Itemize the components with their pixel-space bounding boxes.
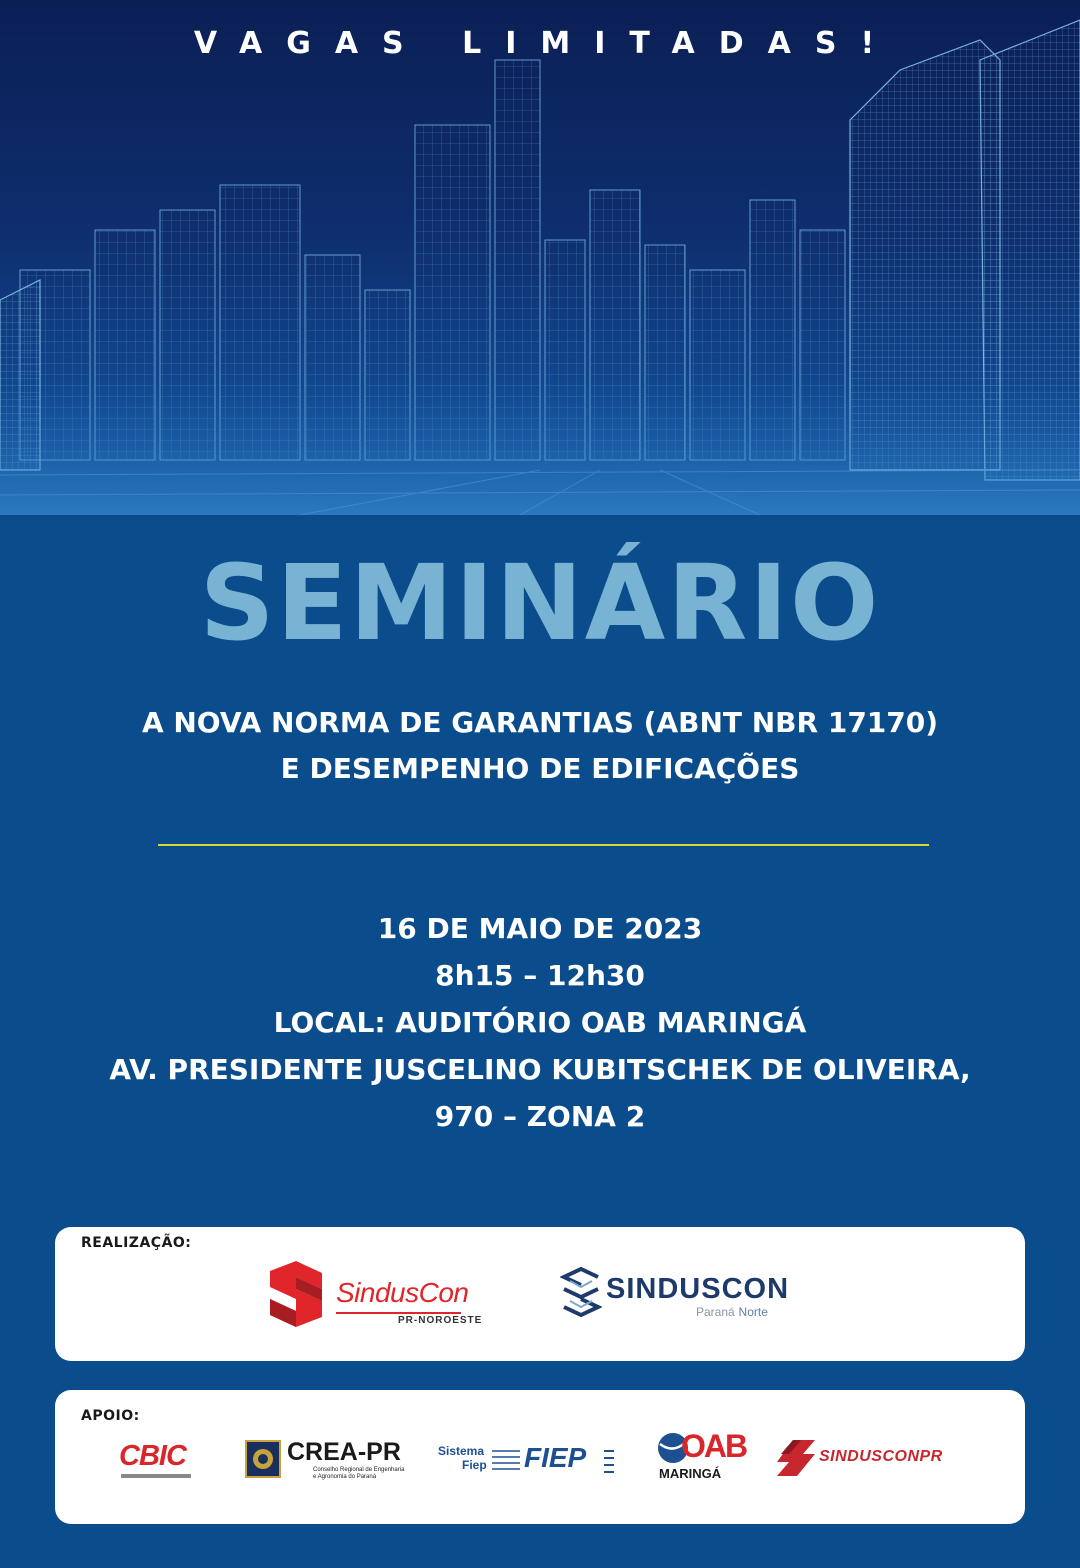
sinduscon-noroeste-name: SindusCon (336, 1277, 469, 1308)
fiep-pre-1: Sistema (438, 1444, 485, 1458)
hero-banner (0, 0, 1080, 515)
event-time: 8h15 – 12h30 (435, 959, 645, 992)
oab-maringa-logo (655, 1428, 747, 1482)
city-skyline-illustration (0, 0, 1080, 515)
sinduscon-norte-name: SINDUSCON (606, 1273, 790, 1305)
cbic-logo (119, 1440, 199, 1480)
fiep-name: FIEP (524, 1442, 587, 1473)
sinduscon-norte-sub-1: Paraná (696, 1305, 735, 1319)
fiep-pre-2: Fiep (462, 1458, 487, 1472)
oab-city: MARINGÁ (659, 1466, 722, 1481)
cbic-underline (121, 1474, 191, 1478)
event-address-line-2: 970 – ZONA 2 (434, 1100, 646, 1133)
organizers-panel (55, 1227, 1025, 1361)
crea-pr-sub-1: Conselho Regional de Engenharia (313, 1467, 405, 1473)
sinduscon-noroeste-underline (336, 1312, 461, 1314)
sinduscon-norte-icon (560, 1267, 602, 1317)
subtitle-line-1: A NOVA NORMA DE GARANTIAS (ABNT NBR 17170) (141, 706, 939, 739)
seminar-title: SEMINÁRIO (199, 542, 881, 664)
sinduscon-pr-icon (777, 1440, 815, 1476)
event-details (0, 905, 1080, 1140)
sinduscon-norte-logo (560, 1267, 800, 1322)
sinduscon-norte-sub (696, 1305, 768, 1319)
sinduscon-noroeste-sub: PR-NOROESTE (398, 1315, 483, 1326)
divider-line (158, 844, 929, 846)
seminar-subtitle (0, 700, 1080, 792)
sinduscon-s-cube-icon (268, 1259, 324, 1329)
fiep-logo (438, 1444, 618, 1478)
organizers-label: REALIZAÇÃO: (81, 1235, 192, 1251)
sinduscon-norte-sub-2: Norte (738, 1305, 768, 1319)
sinduscon-noroeste-logo (268, 1259, 483, 1329)
limited-spots-tagline: VAGAS LIMITADAS! (193, 26, 899, 61)
crea-seal-icon (245, 1440, 281, 1478)
supporters-label: APOIO: (81, 1408, 140, 1424)
crea-pr-sub-2: e Agronomia do Paraná (313, 1474, 377, 1480)
event-address-line-1: AV. PRESIDENTE JUSCELINO KUBITSCHEK DE OLIVEIRA, (109, 1053, 971, 1086)
fiep-side-stripes-icon (604, 1448, 614, 1474)
subtitle-line-2: E DESEMPENHO DE EDIFICAÇÕES (280, 752, 800, 785)
sinduscon-pr-logo (777, 1440, 967, 1478)
fiep-stripes-icon (492, 1448, 520, 1472)
sinduscon-pr-name: SINDUSCONPR (819, 1448, 943, 1465)
event-location: LOCAL: AUDITÓRIO OAB MARINGÁ (273, 1006, 807, 1039)
crea-pr-name: CREA-PR (287, 1438, 401, 1466)
event-date: 16 DE MAIO DE 2023 (377, 912, 703, 945)
supporters-panel (55, 1390, 1025, 1524)
cbic-name: CBIC (119, 1440, 186, 1472)
oab-name: OAB (681, 1428, 747, 1464)
crea-pr-logo (245, 1440, 425, 1480)
